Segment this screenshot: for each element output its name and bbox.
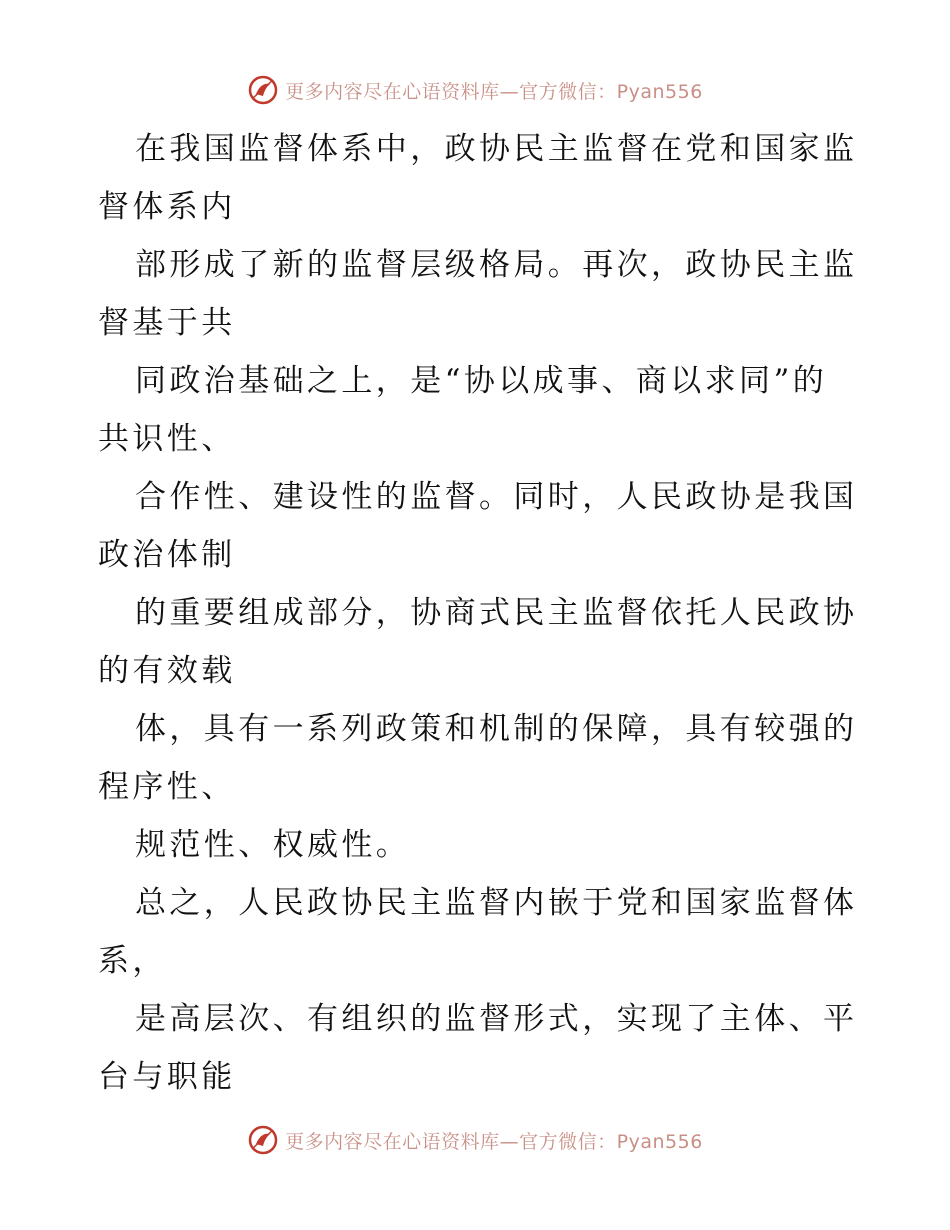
footer-watermark <box>0 1120 950 1160</box>
text-line: 的有效载 <box>98 653 236 689</box>
text-line: 的重要组成部分，协商式民主监督依托人民政协 <box>135 595 858 631</box>
text-line: 同政治基础之上，是“协以成事、商以求同”的 <box>135 363 828 399</box>
text-line: 部形成了新的监督层级格局。再次，政协民主监 <box>135 247 858 283</box>
text-line: 共识性、 <box>98 421 236 457</box>
text-line: 是高层次、有组织的监督形式，实现了主体、平 <box>135 1001 858 1037</box>
text-line: 体，具有一系列政策和机制的保障，具有较强的 <box>135 711 858 747</box>
seal-logo-icon <box>247 74 279 106</box>
header-watermark <box>0 70 950 110</box>
document-body <box>98 120 858 1106</box>
text-line: 系， <box>98 943 167 979</box>
text-line: 督体系内 <box>98 189 236 225</box>
seal-logo-icon <box>247 1124 279 1156</box>
text-line: 程序性、 <box>98 769 236 805</box>
text-line: 台与职能 <box>98 1059 236 1095</box>
watermark-text: 更多内容尽在心语资料库—官方微信：Pyan556 <box>285 80 703 103</box>
text-line: 规范性、权威性。 <box>135 827 411 863</box>
watermark-text: 更多内容尽在心语资料库—官方微信：Pyan556 <box>285 1130 703 1153</box>
text-line: 总之，人民政协民主监督内嵌于党和国家监督体 <box>135 885 858 921</box>
text-line: 督基于共 <box>98 305 236 341</box>
text-line: 政治体制 <box>98 537 236 573</box>
text-line: 合作性、建设性的监督。同时，人民政协是我国 <box>135 479 858 515</box>
text-line: 在我国监督体系中，政协民主监督在党和国家监 <box>135 131 858 167</box>
